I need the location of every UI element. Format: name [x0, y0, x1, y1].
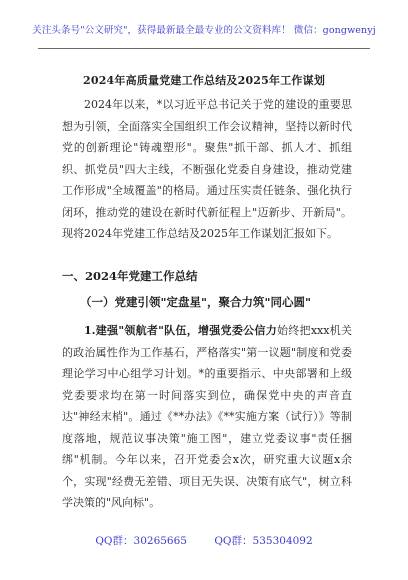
footer-contacts	[0, 533, 408, 548]
header-notice: 关注头条号"公文研究"，获得最新最全最专业的公文资料库！ 微信：gongwenyj	[32, 25, 376, 36]
item-body: 始终把xxx机关的政治属性作为工作基石，严格落实"第一议题"制度和党委理论学习中心组学习计划。*的重要指示、中央部署和上级党委要求均在第一时间落实到位，确保党中央的声音直达"神经末梢"。通过《**办法》《**实施方案（试行）》等制度落地，规范议事决策"施工图"，建立党委议事"责任捆绑"机制。今年以来，召开党委会x次，研究重大议题x余个，实现"经费无差错、项目无失误、决策有底气"，树立科学决策的"风向标"。	[62, 324, 352, 509]
footer-qq-group-1: QQ群：30265665	[95, 535, 187, 547]
item-paragraph	[62, 320, 352, 514]
item-lead: 1.建强"领航者"队伍，增强党委公信力	[84, 324, 277, 337]
section-heading: 一、2024年党建工作总结	[62, 269, 198, 283]
document-title: 2024年高质量党建工作总结及2025年工作谋划	[82, 74, 326, 87]
footer-qq-group-2: QQ群：535304092	[214, 535, 313, 547]
header-divider	[38, 48, 370, 49]
intro-paragraph: 2024年以来，*以习近平总书记关于党的建设的重要思想为引领，全面落实全国组织工作会议精神，坚持以新时代党的创新理论"铸魂塑形"。聚焦"抓干部、抓人才、抓组织、抓党员"四大主线，不断强化党委自身建设，推动党建工作形成"全域覆盖"的格局。通过压实责任链条、强化执行闭环，推动党的建设在新时代新征程上"迈新步、开新局"。现将2024年党建工作总结及2025年工作谋划汇报如下。	[62, 98, 352, 240]
subsection-heading: （一）党建引领"定盘星"，聚合力筑"同心圆"	[80, 295, 311, 309]
